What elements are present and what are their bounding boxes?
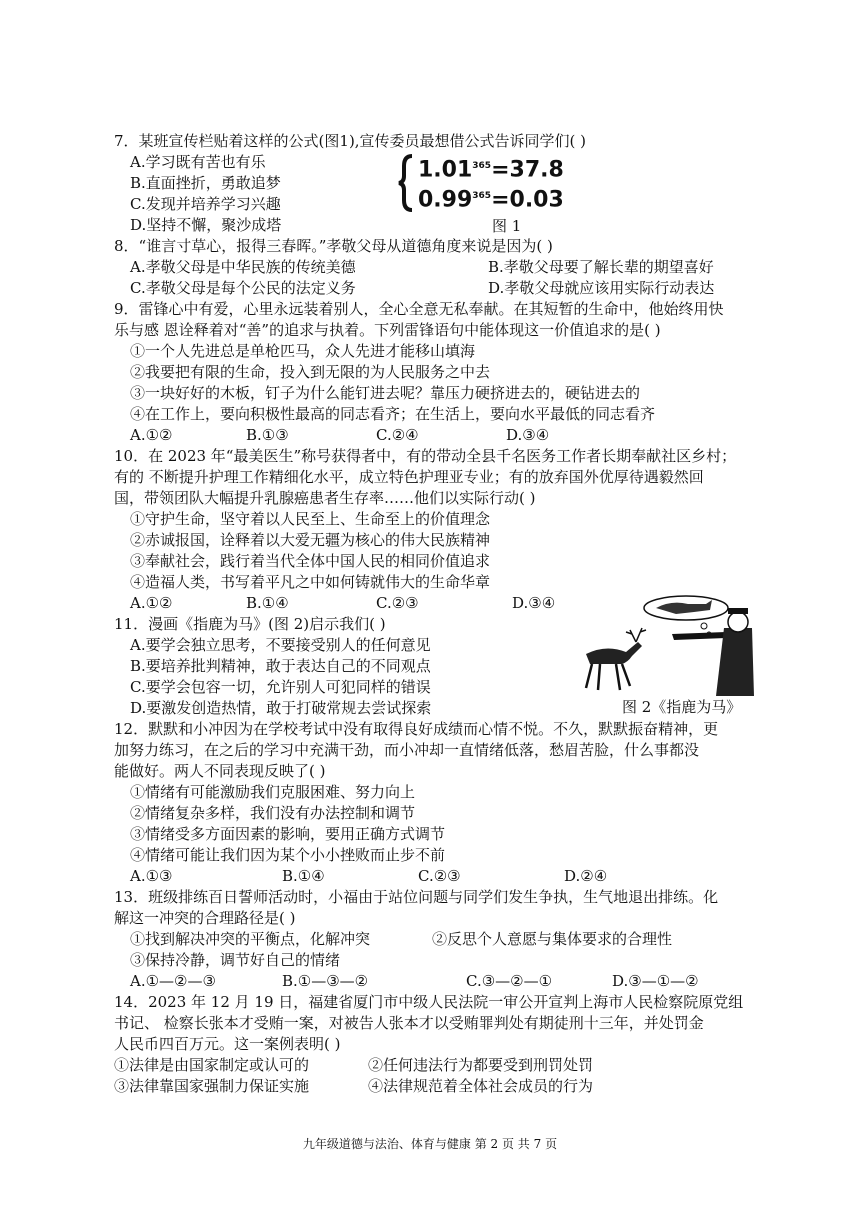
q13-stem-line-2: 解这一冲突的合理路径是( )	[114, 909, 296, 927]
q13-option-d: D.③—①—②	[612, 972, 699, 990]
q11-stem: 11．漫画《指鹿为马》(图 2)启示我们( )	[114, 615, 386, 633]
q10-item-1: ①守护生命，坚守着以人民至上、生命至上的价值理念	[130, 510, 491, 528]
q9-option-d: D.③④	[506, 426, 550, 444]
q10-option-c: C.②③	[376, 594, 419, 612]
q14-stem-line-3: 人民币四百万元。这一案例表明( )	[114, 1035, 341, 1053]
q9-option-c: C.②④	[376, 426, 419, 444]
q14-stem-line-2: 书记、 检察长张本才受贿一案，对被告人张本才以受贿罪判处有期徒刑十三年，并处罚金	[114, 1014, 704, 1032]
cartoon-figure	[576, 592, 756, 696]
q12-item-1: ①情绪有可能激励我们克服困难、努力向上	[130, 783, 416, 801]
q13-item-2: ②反思个人意愿与集体要求的合理性	[432, 930, 673, 948]
q9-stem-line-2: 乐与感 恩诠释着对“善”的追求与执着。下列雷锋语句中能体现这一价值追求的是( )	[114, 321, 661, 339]
q9-item-3: ③一块好好的木板，钉子为什么能钉进去呢？靠压力硬挤进去的，硬钻进去的	[130, 384, 641, 402]
q7-stem: 7．某班宣传栏贴着这样的公式(图1),宣传委员最想借公式告诉同学们( )	[114, 132, 587, 150]
q9-option-b: B.①③	[246, 426, 289, 444]
pointing-arm-icon	[672, 632, 726, 640]
q7-option-c: C.发现并培养学习兴趣	[130, 195, 281, 213]
q12-stem-line-3: 能做好。两人不同表现反映了( )	[114, 762, 326, 780]
q12-option-a: A.①③	[130, 867, 173, 885]
q12-item-4: ④情绪可能让我们因为某个小小挫败而止步不前	[130, 846, 446, 864]
q9-item-1: ①一个人先进总是单枪匹马，众人先进才能移山填海	[130, 342, 476, 360]
q9-item-4: ④在工作上，要向积极性最高的同志看齐；在生活上，要向水平最低的同志看齐	[130, 405, 656, 423]
deer-icon	[586, 628, 646, 690]
q11-option-c: C.要学会包容一切，允许别人可犯同样的错误	[130, 678, 431, 696]
q10-option-d: D.③④	[512, 594, 556, 612]
q8-option-d: D.孝敬父母就应该用实际行动表达	[488, 279, 715, 297]
q10-item-2: ②赤诚报国，诠释着以大爱无疆为核心的伟大民族精神	[130, 531, 491, 549]
q8-option-c: C.孝敬父母是每个公民的法定义务	[130, 279, 356, 297]
q14-item-4: ④法律规范着全体社会成员的行为	[368, 1077, 594, 1095]
q10-stem-line-3: 国，带领团队大幅提升乳腺癌患者生存率……他们以实际行动( )	[114, 489, 536, 507]
q13-option-c: C.③—②—①	[466, 972, 553, 990]
q10-item-3: ③奉献社会，践行着当代全体中国人民的相同价值追求	[130, 552, 491, 570]
q12-option-d: D.②④	[564, 867, 608, 885]
q9-option-a: A.①②	[130, 426, 173, 444]
q12-item-2: ②情绪复杂多样，我们没有办法控制和调节	[130, 804, 416, 822]
q11-option-d: D.要激发创造热情，敢于打破常规去尝试探索	[130, 699, 432, 717]
q12-option-c: C.②③	[418, 867, 461, 885]
q10-option-b: B.①④	[246, 594, 289, 612]
formula-line-1: $1.01^{365}=37.8$	[418, 157, 564, 183]
q11-option-b: B.要培养批判精神，敢于表达自己的不同观点	[130, 657, 431, 675]
q10-stem-line-1: 10．在 2023 年“最美医生”称号获得者中，有的带动全县千名医务工作者长期奉献社区乡村；	[114, 447, 737, 465]
q8-stem: 8．“谁言寸草心，报得三春晖。”孝敬父母从道德角度来说是因为( )	[114, 237, 553, 255]
q7-option-a: A.学习既有苦也有乐	[130, 153, 266, 171]
q12-option-b: B.①④	[282, 867, 325, 885]
formula-figure	[398, 152, 578, 214]
q9-stem-line-1: 9．雷锋心中有爱，心里永远装着别人，全心全意无私奉献。在其短暂的生命中，他始终用快	[114, 300, 724, 318]
q13-option-a: A.①—②—③	[130, 972, 216, 990]
q12-stem-line-2: 加努力练习，在之后的学习中充满干劲，而小冲却一直情绪低落，愁眉苦脸，什么事都没	[114, 741, 700, 759]
q10-option-a: A.①②	[130, 594, 173, 612]
q9-item-2: ②我要把有限的生命，投入到无限的为人民服务之中去	[130, 363, 491, 381]
figure-1-caption: 图 1	[492, 217, 522, 235]
q13-item-1: ①找到解决冲突的平衡点，化解冲突	[130, 930, 371, 948]
official-figure-icon	[716, 628, 754, 696]
q14-item-1: ①法律是由国家制定或认可的	[114, 1056, 310, 1074]
q7-option-b: B.直面挫折，勇敢追梦	[130, 174, 281, 192]
page-footer: 九年级道德与法治、体育与健康 第 2 页 共 7 页	[302, 1137, 558, 1151]
figure-2-caption: 图 2《指鹿为马》	[622, 698, 742, 716]
q10-item-4: ④造福人类，书写着平凡之中如何铸就伟大的生命华章	[130, 573, 491, 591]
q14-item-3: ③法律靠国家强制力保证实施	[114, 1077, 310, 1095]
q12-stem-line-1: 12．默默和小冲因为在学校考试中没有取得良好成绩而心情不悦。不久，默默振奋精神，更	[114, 720, 719, 738]
q7-option-d: D.坚持不懈，聚沙成塔	[130, 216, 282, 234]
q12-item-3: ③情绪受多方面因素的影响，要用正确方式调节	[130, 825, 446, 843]
q13-option-b: B.①—③—②	[282, 972, 369, 990]
q11-option-a: A.要学会独立思考，不要接受别人的任何意见	[130, 636, 431, 654]
q14-stem-line-1: 14．2023 年 12 月 19 日，福建省厦门市中级人民法院一审公开宣判上海市人民检察院原党组	[114, 993, 744, 1011]
q14-item-2: ②任何违法行为都要受到刑罚处罚	[368, 1056, 594, 1074]
formula-line-2: $0.99^{365}=0.03$	[418, 187, 564, 213]
q8-option-b: B.孝敬父母要了解长辈的期望喜好	[488, 258, 714, 276]
horse-icon	[656, 600, 712, 614]
q13-item-3: ③保持冷静，调节好自己的情绪	[130, 951, 341, 969]
q8-option-a: A.孝敬父母是中华民族的传统美德	[130, 258, 356, 276]
q13-stem-line-1: 13．班级排练百日誓师活动时，小福由于站位问题与同学们发生争执，生气地退出排练。化	[114, 888, 719, 906]
q10-stem-line-2: 有的 不断提升护理工作精细化水平，成立特色护理亚专业；有的放弃国外优厚待遇毅然回	[114, 468, 704, 486]
